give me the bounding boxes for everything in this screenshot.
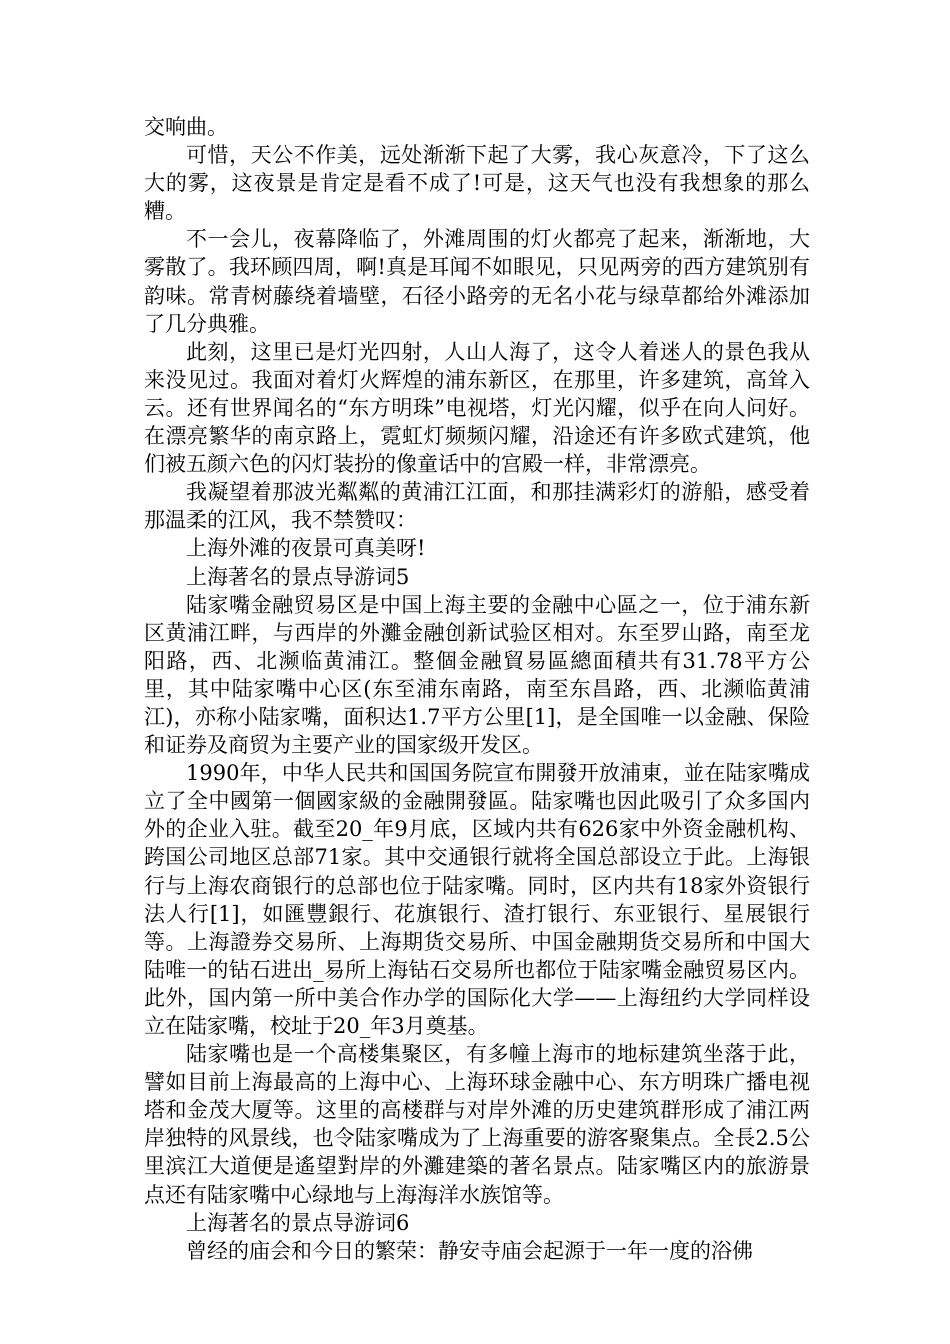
paragraph-4: 此刻，这里已是灯光四射，人山人海了，这令人着迷人的景色我从来没见过。我面对着灯火辉煌的浦东新区，在那里，许多建筑，高耸入云。还有世界闻名的“东方明珠”电视塔，灯光闪耀，似乎在向人问好。在漂亮繁华的南京路上，霓虹灯频频闪耀，沿途还有许多欧式建筑，他们被五颜六色的闪灯装扮的像童话中的宫殿一样，非常漂亮。 (144, 339, 810, 477)
section-heading-6: 上海著名的景点导游词6 (186, 1210, 410, 1235)
paragraph-1: 交响曲。 (144, 115, 228, 139)
paragraph-10: 陆家嘴也是一个高楼集聚区，有多幢上海市的地标建筑坐落于此，譬如目前上海最高的上海中心、上海环球金融中心、东方明珠广播电视塔和金茂大厦等。这里的高楼群与对岸外滩的历史建筑群形成了浦江两岸独特的风景线，也令陆家嘴成为了上海重要的游客聚集点。全長2.5公里滨江大道便是遙望對岸的外灘建築的著名景点。陆家嘴区内的旅游景点还有陆家嘴中心绿地与上海海洋水族馆等。 (144, 1042, 810, 1207)
paragraph-5: 我凝望着那波光粼粼的黄浦江江面，和那挂满彩灯的游船，感受着那温柔的江风，我不禁赞叹： (144, 480, 810, 533)
section-heading-5: 上海著名的景点导游词5 (186, 564, 410, 589)
paragraph-12: 曾经的庙会和今日的繁荣：静安寺庙会起源于一年一度的浴佛 (186, 1238, 753, 1263)
paragraph-6: 上海外滩的夜景可真美呀! (186, 536, 426, 561)
paragraph-8: 陆家嘴金融贸易区是中国上海主要的金融中心區之一，位于浦东新区黄浦江畔，与西岸的外灘金融创新试验区相对。东至罗山路，南至龙阳路，西、北濒临黄浦江。整個金融貿易區總面積共有31.78平方公里，其中陆家嘴中心区(东至浦东南路，南至东昌路，西、北濒临黄浦江)，亦称小陆家嘴，面积达1.7平方公里[1]，是全国唯一以金融、保险和证券及商贸为主要产业的国家级开发区。 (144, 592, 810, 758)
paragraph-3: 不一会儿，夜幕降临了，外滩周围的灯火都亮了起来，渐渐地，大雾散了。我环顾四周，啊!真是耳闻不如眼见，只见两旁的西方建筑别有韵味。常青树藤绕着墙壁，石径小路旁的无名小花与绿草都给外滩添加了几分典雅。 (144, 227, 810, 336)
paragraph-2: 可惜，天公不作美，远处渐渐下起了大雾，我心灰意冷，下了这么大的雾，这夜景是肯定是看不成了!可是，这天气也没有我想象的那么糟。 (144, 143, 810, 224)
document-page (144, 113, 810, 1265)
paragraph-9: 1990年，中华人民共和国国务院宣布開發开放浦東，並在陆家嘴成立了全中國第一個國家級的金融開發區。陆家嘴也因此吸引了众多国内外的企业入驻。截至20_年9月底，区域内共有626家中外资金融机构、跨国公司地区总部71家。其中交通银行就将全国总部设立于此。上海银行与上海农商银行的总部也位于陆家嘴。同时，区内共有18家外资银行法人行[1]，如匯豐銀行、花旗银行、渣打银行、东亚银行、星展银行等。上海證券交易所、上海期货交易所、中国金融期货交易所和中国大陆唯一的钻石进出_易所上海钻石交易所也都位于陆家嘴金融贸易区内。此外，国内第一所中美合作办学的国际化大学——上海纽约大学同样设立在陆家嘴，校址于20_年3月奠基。 (144, 761, 810, 1038)
